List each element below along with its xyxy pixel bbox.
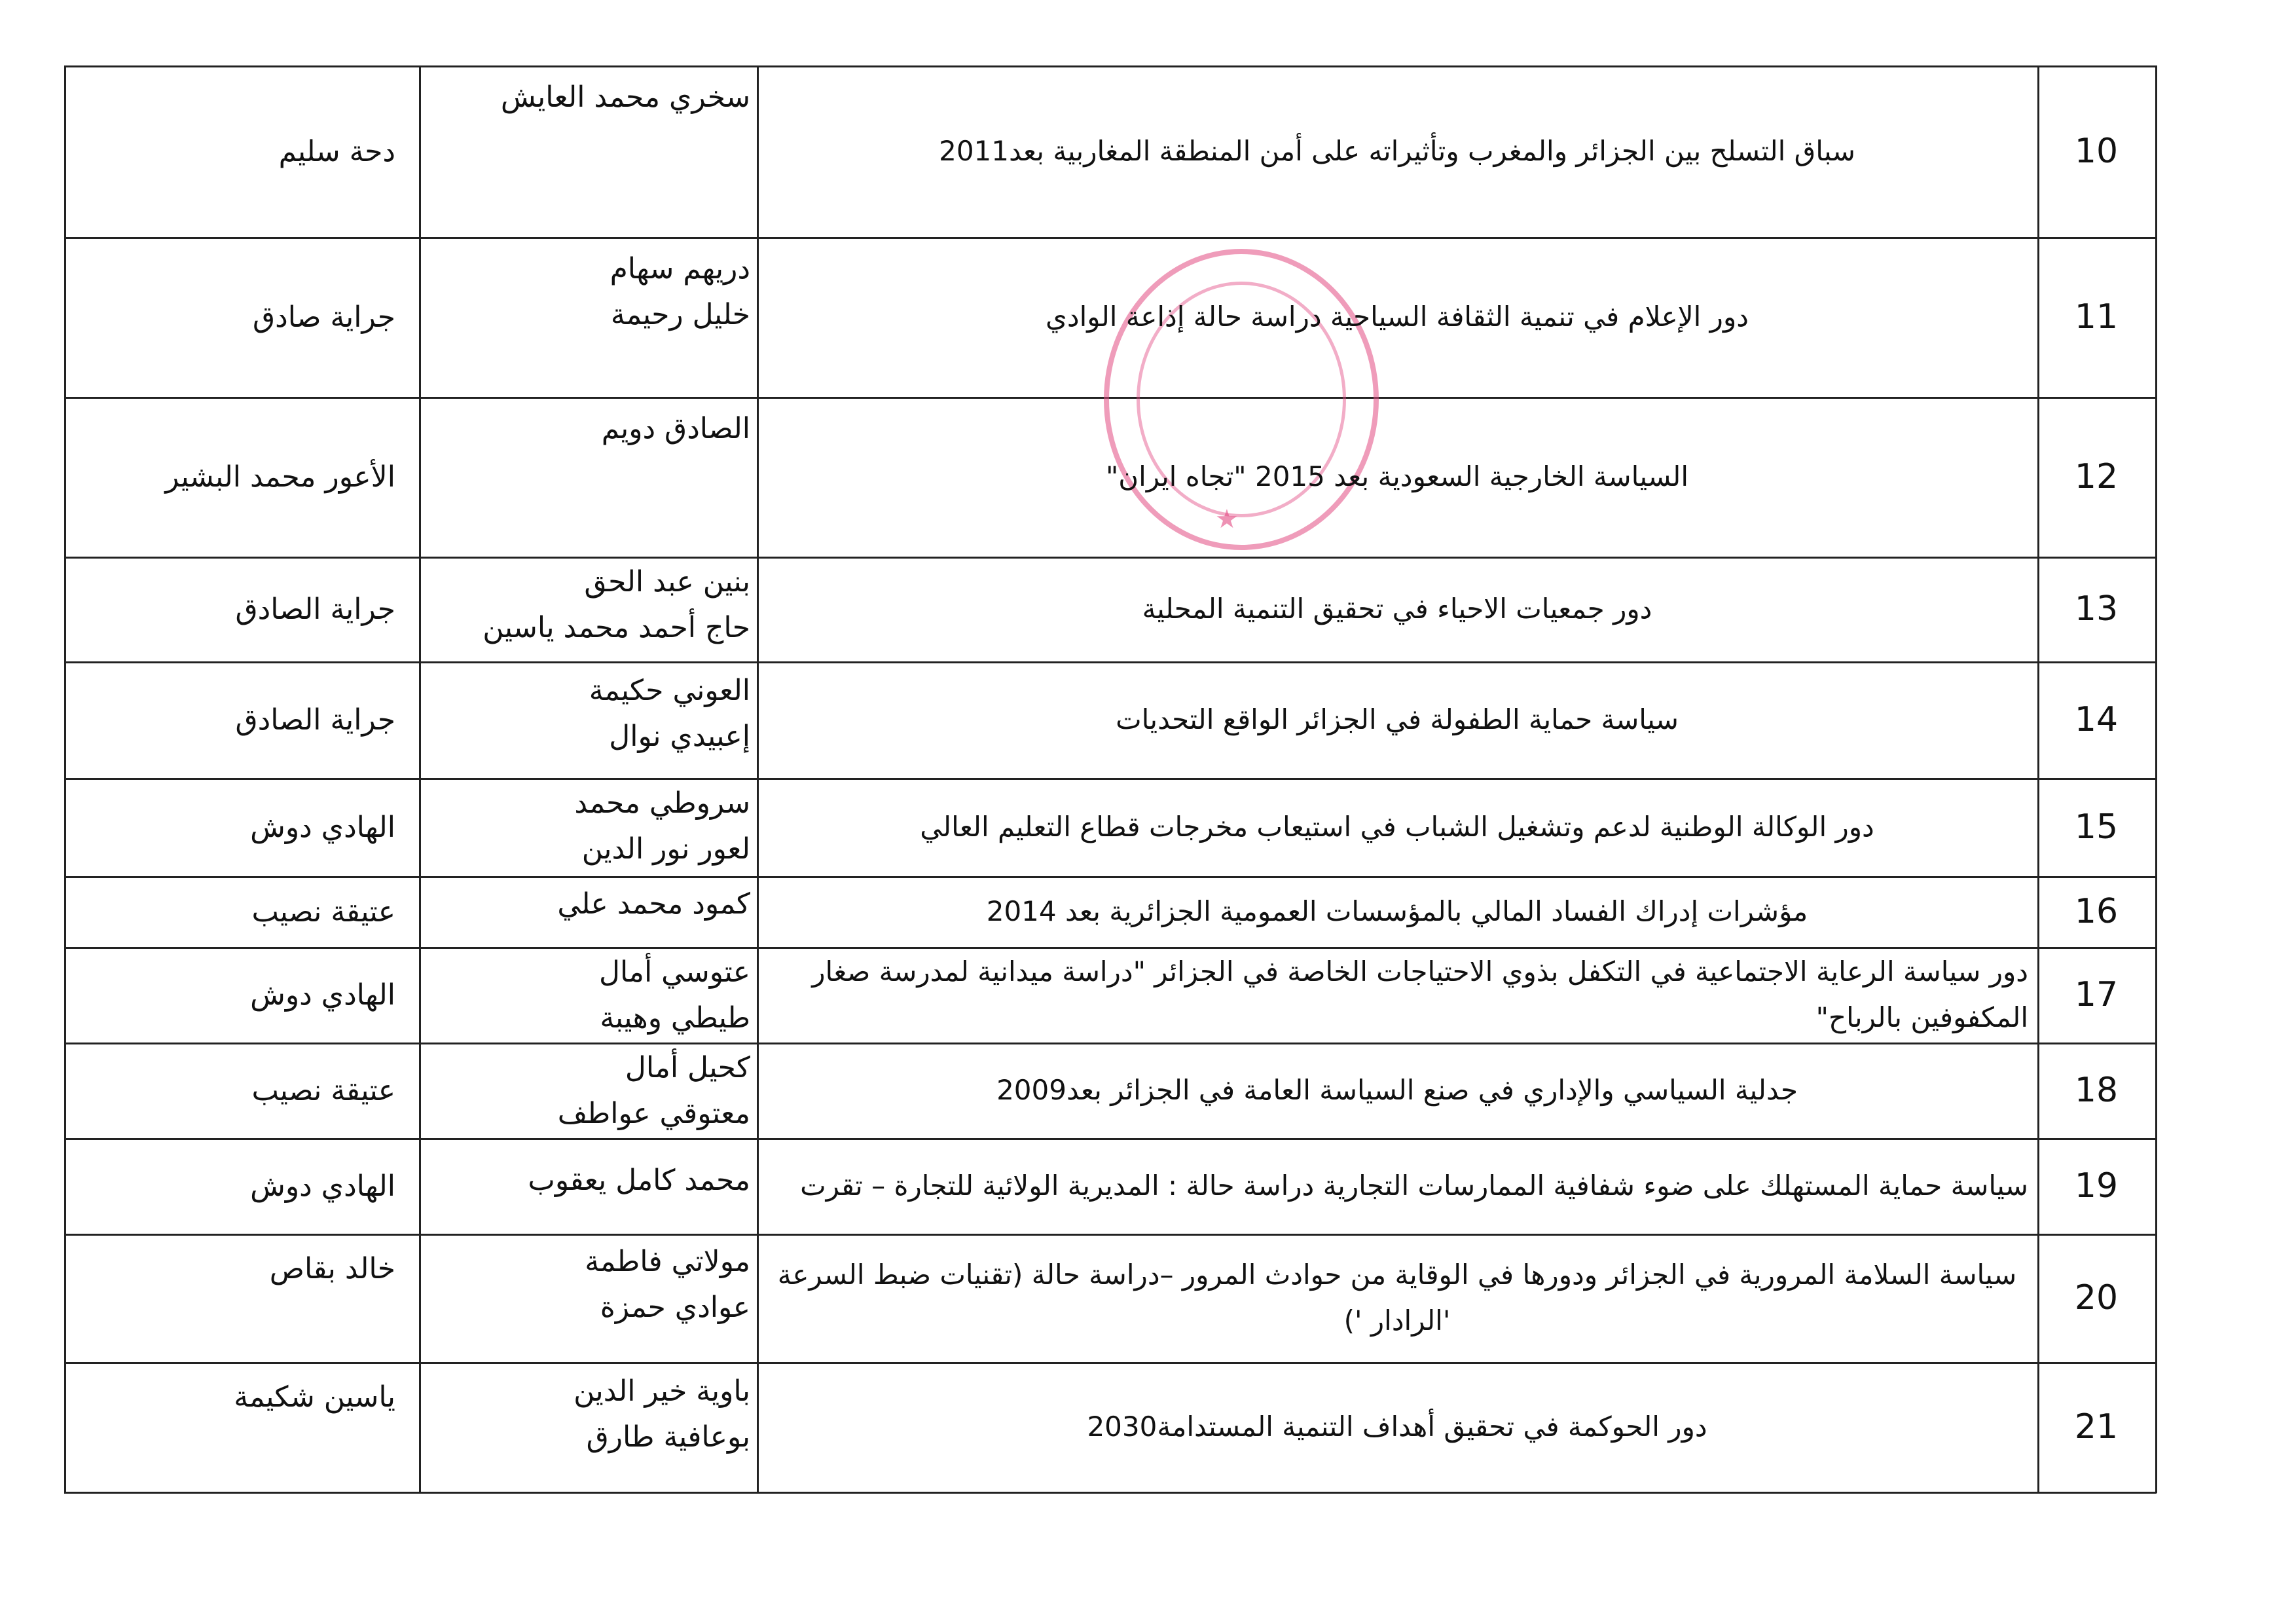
supervisor-name: جراية الصادق — [235, 703, 395, 737]
student-name: مولاتي فاطمة — [585, 1245, 750, 1278]
row-number: 15 — [2074, 807, 2119, 847]
student-name: دريهم سهام — [610, 252, 750, 286]
row-number: 12 — [2074, 457, 2119, 496]
table-border-bottom — [64, 1492, 2157, 1494]
student-name: كمود محمد علي — [557, 887, 750, 921]
student-name: خليل رحيمة — [610, 298, 750, 331]
project-title: دور الوكالة الوطنية لدعم وتشغيل الشباب في استيعاب مخرجات قطاع التعليم العالي — [920, 811, 1874, 843]
student-name: الصادق دويم — [601, 412, 750, 445]
supervisor-name: ياسين شكيمة — [234, 1380, 395, 1414]
supervisor-name: دحة سليم — [278, 134, 395, 168]
student-name: بوعافية طارق — [586, 1420, 750, 1454]
student-name: سروطي محمد — [574, 786, 750, 820]
row-number: 19 — [2074, 1166, 2119, 1206]
student-names — [419, 1138, 757, 1234]
supervisor-name: الهادي دوش — [250, 810, 395, 844]
row-number: 17 — [2074, 975, 2119, 1014]
project-title: دور جمعيات الاحياء في تحقيق التنمية المحلية — [1142, 593, 1652, 625]
table-border-right — [2155, 65, 2157, 1493]
stamp-star-icon: ★ — [1215, 504, 1239, 534]
student-names — [419, 1043, 757, 1138]
student-names — [419, 947, 757, 1043]
row-number: 10 — [2074, 132, 2119, 171]
supervisor-name: عتيقة نصيب — [251, 1073, 395, 1107]
project-title: سياسة حماية الطفولة في الجزائر الواقع التحديات — [1116, 703, 1679, 735]
project-title: سياسة حماية المستهلك على ضوء شفافية الممارسات التجارية دراسة حالة : المديرية الولائية للتجارة – تقرت — [800, 1170, 2028, 1202]
supervisor-name: خالد بقاص — [269, 1252, 395, 1285]
student-names — [419, 778, 757, 876]
student-names — [419, 661, 757, 778]
student-name: حاج أحمد محمد ياسين — [483, 611, 750, 644]
row-number: 20 — [2074, 1278, 2119, 1318]
supervisor-name: الهادي دوش — [250, 1169, 395, 1203]
project-title: سباق التسلح بين الجزائر والمغرب وتأثيراته على أمن المنطقة المغاربية بعد2011 — [939, 135, 1855, 167]
student-names — [419, 237, 757, 397]
supervisor-name: الهادي دوش — [250, 978, 395, 1012]
project-title: السياسة الخارجية السعودية بعد 2015 "تجاه ايران" — [1105, 460, 1689, 492]
student-name: لعور نور الدين — [581, 832, 750, 866]
student-names — [419, 1234, 757, 1362]
student-name: سخري محمد العايش — [500, 81, 750, 114]
student-name: عوادي حمزة — [600, 1291, 750, 1324]
supervisor-name: عتيقة نصيب — [251, 895, 395, 929]
student-names — [419, 876, 757, 947]
row-number: 11 — [2074, 297, 2119, 337]
student-name: كحيل أمال — [625, 1051, 750, 1084]
row-number: 18 — [2074, 1071, 2119, 1110]
project-title: دور سياسة الرعاية الاجتماعية في التكفل بذوي الاحتياجات الخاصة في الجزائر "دراسة ميدانية لمدرسة صغار المكفوفين بالرباح" — [812, 955, 2028, 1033]
student-name: العوني حكيمة — [589, 674, 750, 707]
student-name: بنين عبد الحق — [584, 565, 750, 599]
student-name: محمد كامل يعقوب — [528, 1164, 750, 1197]
student-name: عتوسي أمال — [599, 955, 750, 989]
project-title: دور الإعلام في تنمية الثقافة السياحية دراسة حالة إذاعة الوادي — [1046, 301, 1749, 333]
supervisor-name: الأعور محمد البشير — [165, 460, 395, 494]
student-name: معتوقي عواطف — [557, 1097, 750, 1130]
project-title: دور الحوكمة في تحقيق أهداف التنمية المستدامة2030 — [1087, 1411, 1707, 1443]
student-name: طيطي وهيبة — [600, 1001, 750, 1035]
student-name: إعبيدي نوال — [609, 720, 750, 753]
student-names — [419, 65, 757, 237]
student-names — [419, 557, 757, 661]
row-number: 14 — [2074, 700, 2119, 739]
project-title: سياسة السلامة المرورية في الجزائر ودورها في الوقاية من حوادث المرور –دراسة حالة (تقنيات ضبط السرعة 'الرادار ') — [777, 1259, 2017, 1337]
student-name: باوية خير الدين — [574, 1375, 750, 1408]
project-title: جدلية السياسي والإداري في صنع السياسة العامة في الجزائر بعد2009 — [996, 1074, 1798, 1106]
student-names — [419, 1362, 757, 1492]
row-number: 21 — [2074, 1407, 2119, 1447]
project-title: مؤشرات إدراك الفساد المالي بالمؤسسات العمومية الجزائرية بعد 2014 — [986, 895, 1808, 927]
student-names — [419, 397, 757, 557]
supervisor-name: جراية صادق — [252, 300, 395, 334]
row-number: 13 — [2074, 589, 2119, 629]
supervisor-name: جراية الصادق — [235, 592, 395, 626]
row-number: 16 — [2074, 892, 2119, 931]
